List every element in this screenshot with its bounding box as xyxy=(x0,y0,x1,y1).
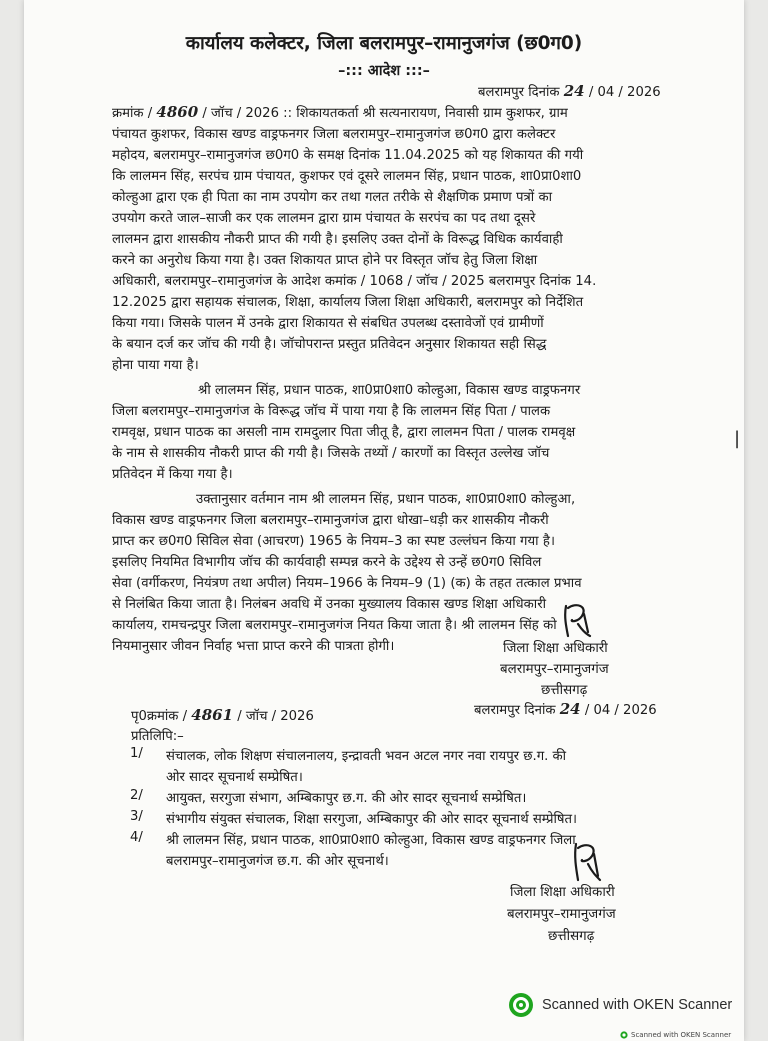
office-title: कार्यालय कलेक्टर, जिला बलरामपुर–रामानुजगंज (छ0ग0) xyxy=(185,33,583,54)
oken-scanner-small-logo-icon xyxy=(620,1031,628,1039)
body-line-07: लालमन द्वारा शासकीय नौकरी प्राप्त की गयी है। इसलिए उक्त दोनों के विरूद्ध विधिक कार्यवाही xyxy=(112,232,563,247)
body-line-10: 12.2025 द्वारा सहायक संचालक, शिक्षा, कार्यालय जिला शिक्षा अधिकारी, बलरामपुर को निर्देशित xyxy=(112,295,584,310)
body-line-24: से निलंबित किया जाता है। निलंबन अवधि में उनका मुख्यालय विकास खण्ड शिक्षा अधिकारी xyxy=(112,597,547,612)
endorsement-date-handwritten: 24 xyxy=(559,700,581,718)
order-reference xyxy=(112,103,568,121)
copy-item-4-line-2: बलरामपुर–रामानुजगंज छ.ग. की ओर सूचनार्थ। xyxy=(166,854,389,869)
endorsement-reference xyxy=(131,706,314,724)
scanner-watermark-small-text: Scanned with OKEN Scanner xyxy=(631,1031,732,1039)
copy-item-2-line-1: आयुक्त, सरगुजा संभाग, अम्बिकापुर छ.ग. की ओर सादर सूचनार्थ सम्प्रेषित। xyxy=(166,791,527,806)
body-line-12: के बयान दर्ज कर जॉच की गयी है। जॉचोपरान्त प्रस्तुत प्रतिवेदन अनुसार शिकायत सही सिद्ध xyxy=(112,337,547,352)
signature-1-title: जिला शिक्षा अधिकारी xyxy=(503,641,608,656)
date-handwritten: 24 xyxy=(563,82,585,100)
endorsement-date-prefix: बलरामपुर दिनांक xyxy=(474,703,556,718)
body-line-05: कोल्हुआ द्वारा एक ही पिता का नाम उपयोग कर तथा गलत तरीके से शैक्षणिक प्रमाण पत्रों का xyxy=(112,190,553,205)
copy-label: प्रतिलिपि:– xyxy=(131,729,184,744)
body-line-19: उक्तानुसार वर्तमान नाम श्री लालमन सिंह, प्रधान पाठक, शा0प्रा0शा0 कोल्हुआ, xyxy=(196,492,576,507)
copy-item-2-number: 2/ xyxy=(130,788,143,803)
copy-item-1-number: 1/ xyxy=(130,746,143,761)
body-line-26: नियमानुसार जीवन निर्वाह भत्ता प्राप्त करने की पात्रता होगी। xyxy=(112,639,395,654)
body-line-23: सेवा (वर्गीकरण, नियंत्रण तथा अपील) नियम–1966 के नियम–9 (1) (क) के तहत तत्काल प्रभाव xyxy=(112,576,582,591)
body-line-02: पंचायत कुशफर, विकास खण्ड वाड्रफनगर जिला बलरामपुर–रामानुजगंज छ0ग0 द्वारा कलेक्टर xyxy=(112,127,556,142)
signature-1-state: छत्तीसगढ़ xyxy=(541,683,588,698)
date-prefix: बलरामपुर दिनांक xyxy=(478,85,560,100)
body-line-06: उपयोग करते जाल–साजी कर एक लालमन द्वारा ग्राम पंचायत के सरपंच का पद तथा दूसरे xyxy=(112,211,536,226)
body-line-20: विकास खण्ड वाड्रफनगर जिला बलरामपुर–रामानुजगंज द्वारा धोखा–धड़ी कर शासकीय नौकरी xyxy=(112,513,549,528)
order-date xyxy=(478,82,661,100)
scanner-watermark-small xyxy=(620,1031,731,1039)
signature-2-title: जिला शिक्षा अधिकारी xyxy=(510,885,615,900)
signature-2-mark xyxy=(570,840,604,886)
signature-1-district: बलरामपुर–रामानुजगंज xyxy=(500,662,609,677)
copy-item-1-line-1: संचालक, लोक शिक्षण संचालनालय, इन्द्रावती भवन अटल नगर नवा रायपुर छ.ग. की xyxy=(166,749,567,764)
copy-item-3-line-1: संभागीय संयुक्त संचालक, शिक्षा सरगुजा, अम्बिकापुर की ओर सादर सूचनार्थ सम्प्रेषित। xyxy=(166,812,578,827)
body-line-17: के नाम से शासकीय नौकरी प्राप्त की गयी है। जिसके तथ्यों / कारणों का विस्तृत उल्लेख जॉच xyxy=(112,446,550,461)
body-line-03: महोदय, बलरामपुर–रामानुजगंज छ0ग0 के समक्ष दिनांक 11.04.2025 को यह शिकायत की गयी xyxy=(112,148,584,163)
endorsement-ref-number-handwritten: 4861 xyxy=(191,706,234,724)
signature-2-state: छत्तीसगढ़ xyxy=(548,929,595,944)
signature-1-mark xyxy=(560,600,594,642)
body-line-18: प्रतिवेदन में किया गया है। xyxy=(112,467,233,482)
copy-item-4-line-1: श्री लालमन सिंह, प्रधान पाठक, शा0प्रा0शा0 कोल्हुआ, विकास खण्ड वाड्रफनगर जिला xyxy=(166,833,576,848)
body-line-15: जिला बलरामपुर–रामानुजगंज के विरूद्ध जॉच में पाया गया है कि लालमन सिंह पिता / पालक xyxy=(112,404,551,419)
copy-item-3-number: 3/ xyxy=(130,809,143,824)
body-line-13: होना पाया गया है। xyxy=(112,358,199,373)
date-suffix: / 04 / 2026 xyxy=(588,85,661,100)
scanner-watermark-text: Scanned with OKEN Scanner xyxy=(542,997,733,1013)
ref-suffix: / जॉच / 2026 :: xyxy=(202,106,293,121)
scanner-watermark xyxy=(508,992,732,1018)
body-line-01: शिकायतकर्ता श्री सत्यनारायण, निवासी ग्राम कुशफर, ग्राम xyxy=(296,106,568,121)
body-line-04: कि लालमन सिंह, सरपंच ग्राम पंचायत, कुशफर एवं दूसरे लालमन सिंह, प्रधान पाठक, शा0प्रा0शा0 xyxy=(112,169,582,184)
signature-2-district: बलरामपुर–रामानुजगंज xyxy=(507,907,616,922)
body-line-14: श्री लालमन सिंह, प्रधान पाठक, शा0प्रा0शा0 कोल्हुआ, विकास खण्ड वाड्रफनगर xyxy=(198,383,581,398)
edge-mark: | xyxy=(734,428,741,449)
endorsement-ref-suffix: / जॉच / 2026 xyxy=(237,709,314,724)
body-line-09: अधिकारी, बलरामपुर–रामानुजगंज के आदेश कमांक / 1068 / जॉच / 2025 बलरामपुर दिनांक 14. xyxy=(112,274,597,289)
copy-item-4-number: 4/ xyxy=(130,830,143,845)
copy-item-1-line-2: ओर सादर सूचनार्थ सम्प्रेषित। xyxy=(166,770,303,785)
order-heading: –::: आदेश :::– xyxy=(338,63,430,79)
endorsement-date xyxy=(474,700,657,718)
ref-number-handwritten: 4860 xyxy=(156,103,199,121)
body-line-11: किया गया। जिसके पालन में उनके द्वारा शिकायत से संबधित उपलब्ध दस्तावेजों एवं ग्रामीणों xyxy=(112,316,544,331)
body-line-16: रामवृक्ष, प्रधान पाठक का असली नाम रामदुलार पिता जीतू है, द्वारा लालमन पिता / पालक रामवृक्ष xyxy=(112,425,576,440)
oken-scanner-logo-icon xyxy=(508,992,534,1018)
ref-prefix: क्रमांक / xyxy=(112,106,153,121)
endorsement-date-suffix: / 04 / 2026 xyxy=(584,703,657,718)
body-line-22: इसलिए नियमित विभागीय जॉच की कार्यवाही सम्पन्न करने के उद्देश्य से उन्हें छ0ग0 सिविल xyxy=(112,555,542,570)
endorsement-ref-prefix: पृ0क्रमांक / xyxy=(131,709,188,724)
body-line-08: करने का अनुरोध किया गया है। उक्त शिकायत प्राप्त होने पर विस्तृत जॉच हेतु जिला शिक्षा xyxy=(112,253,538,268)
body-line-25: कार्यालय, रामचन्द्रपुर जिला बलरामपुर–रामानुजगंज नियत किया जाता है। श्री लालमन सिंह को xyxy=(112,618,557,633)
body-line-21: प्राप्त कर छ0ग0 सिविल सेवा (आचरण) 1965 के नियम–3 का स्पष्ट उल्लंघन किया गया है। xyxy=(112,534,555,549)
